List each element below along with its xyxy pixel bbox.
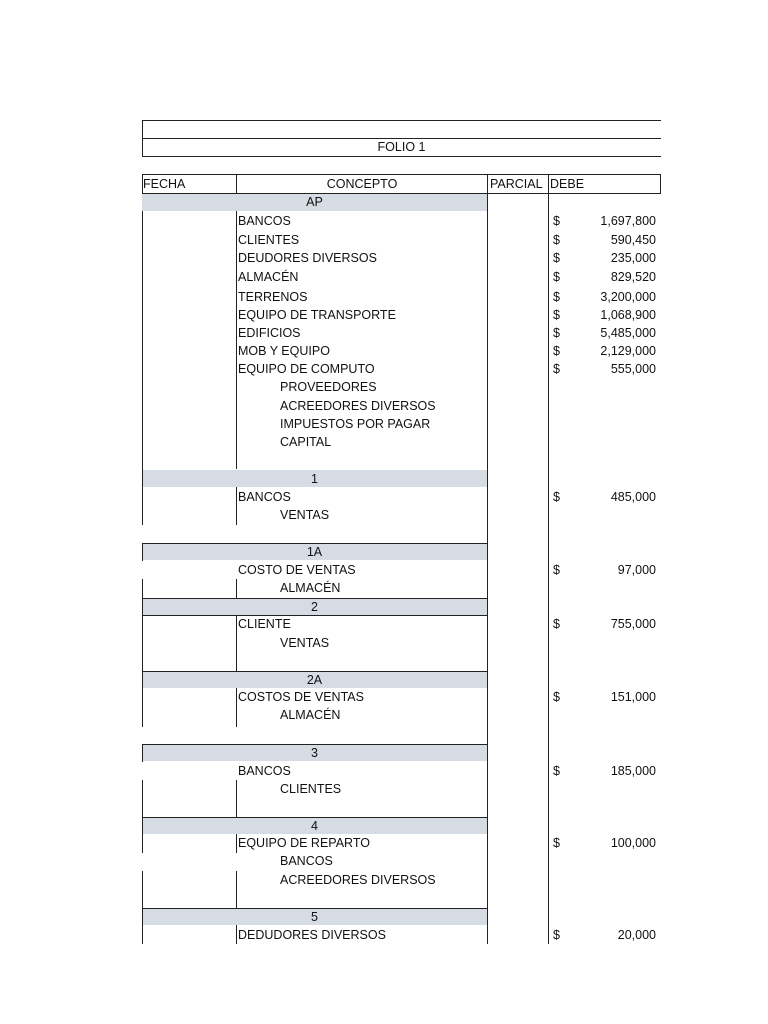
account-debit: EDIFICIOS <box>238 326 301 340</box>
parcial-column-line <box>487 174 488 944</box>
fecha-edge <box>142 780 143 817</box>
top-border <box>142 120 661 121</box>
currency-symbol: $ <box>553 836 560 850</box>
debe-amount: 1,697,800 <box>600 214 656 228</box>
fecha-edge <box>142 871 143 908</box>
concepto-edge <box>236 871 237 908</box>
account-credit: BANCOS <box>280 854 333 868</box>
entry-label: 1A <box>306 545 323 559</box>
account-debit: MOB Y EQUIPO <box>238 344 330 358</box>
account-credit: VENTAS <box>280 636 330 650</box>
debe-amount: 555,000 <box>610 362 656 376</box>
header-fecha: FECHA <box>143 177 186 191</box>
account-debit: CLIENTES <box>238 233 300 247</box>
entry-label: 4 <box>311 819 318 833</box>
currency-symbol: $ <box>553 563 560 577</box>
debe-amount: 1,068,900 <box>600 308 656 322</box>
account-debit: COSTOS DE VENTAS <box>238 690 364 704</box>
header-parcial: PARCIAL <box>490 177 543 191</box>
concepto-edge <box>236 487 237 525</box>
account-credit: ALMACÉN <box>280 581 341 595</box>
concepto-edge <box>236 615 237 671</box>
account-debit: EQUIPO DE REPARTO <box>238 836 370 850</box>
account-credit: ACREEDORES DIVERSOS <box>280 873 436 887</box>
concepto-edge <box>236 834 237 853</box>
currency-symbol: $ <box>553 214 560 228</box>
currency-symbol: $ <box>553 326 560 340</box>
header-concepto: CONCEPTO <box>326 177 398 191</box>
account-credit: VENTAS <box>280 508 330 522</box>
currency-symbol: $ <box>553 251 560 265</box>
debe-amount: 755,000 <box>610 617 656 631</box>
currency-symbol: $ <box>553 308 560 322</box>
currency-symbol: $ <box>553 233 560 247</box>
debe-amount: 20,000 <box>617 928 656 942</box>
concepto-edge <box>236 211 237 469</box>
debe-column-line <box>548 174 549 944</box>
account-debit: DEUDORES DIVERSOS <box>238 251 377 265</box>
header-right-border <box>660 174 661 194</box>
account-credit: CLIENTES <box>280 782 342 796</box>
debe-amount: 151,000 <box>610 690 656 704</box>
header-debe: DEBE <box>550 177 585 191</box>
currency-symbol: $ <box>553 764 560 778</box>
currency-symbol: $ <box>553 617 560 631</box>
entry-label: AP <box>306 195 323 209</box>
currency-symbol: $ <box>553 344 560 358</box>
header-top-border <box>142 174 661 175</box>
currency-symbol: $ <box>553 270 560 284</box>
debe-amount: 590,450 <box>610 233 656 247</box>
currency-symbol: $ <box>553 290 560 304</box>
account-debit: BANCOS <box>238 764 291 778</box>
debe-amount: 829,520 <box>610 270 656 284</box>
debe-amount: 485,000 <box>610 490 656 504</box>
debe-amount: 235,000 <box>610 251 656 265</box>
entry-label: 2A <box>306 673 323 687</box>
account-credit: PROVEEDORES <box>280 380 377 394</box>
folio-title: FOLIO 1 <box>377 140 426 154</box>
account-debit: COSTO DE VENTAS <box>238 563 356 577</box>
entry-label: 5 <box>311 910 318 924</box>
concepto-edge <box>236 688 237 727</box>
concepto-edge <box>236 780 237 817</box>
account-credit: IMPUESTOS POR PAGAR <box>280 417 431 431</box>
account-credit: ALMACÉN <box>280 708 341 722</box>
currency-symbol: $ <box>553 362 560 376</box>
fecha-edge <box>142 579 143 598</box>
currency-symbol: $ <box>553 928 560 942</box>
account-debit: BANCOS <box>238 214 291 228</box>
account-debit: EQUIPO DE TRANSPORTE <box>238 308 396 322</box>
folio-bottom-border <box>142 156 661 157</box>
entry-label: 2 <box>311 600 318 614</box>
account-debit: BANCOS <box>238 490 291 504</box>
debe-amount: 97,000 <box>617 563 656 577</box>
concepto-edge <box>236 925 237 944</box>
account-credit: ACREEDORES DIVERSOS <box>280 399 436 413</box>
debe-amount: 100,000 <box>610 836 656 850</box>
account-debit: CLIENTE <box>238 617 291 631</box>
entry-separator <box>142 615 487 616</box>
account-debit: DEDUDORES DIVERSOS <box>238 928 386 942</box>
concepto-edge <box>236 579 237 598</box>
debe-amount: 185,000 <box>610 764 656 778</box>
debe-amount: 3,200,000 <box>600 290 656 304</box>
entry-label: 1 <box>311 472 318 486</box>
account-debit: EQUIPO DE COMPUTO <box>238 362 375 376</box>
currency-symbol: $ <box>553 690 560 704</box>
concepto-column-line <box>236 174 237 194</box>
entry-label: 3 <box>311 746 318 760</box>
currency-symbol: $ <box>553 490 560 504</box>
debe-amount: 2,129,000 <box>600 344 656 358</box>
account-debit: ALMACÉN <box>238 270 299 284</box>
account-debit: TERRENOS <box>238 290 308 304</box>
debe-amount: 5,485,000 <box>600 326 656 340</box>
account-credit: CAPITAL <box>280 435 332 449</box>
